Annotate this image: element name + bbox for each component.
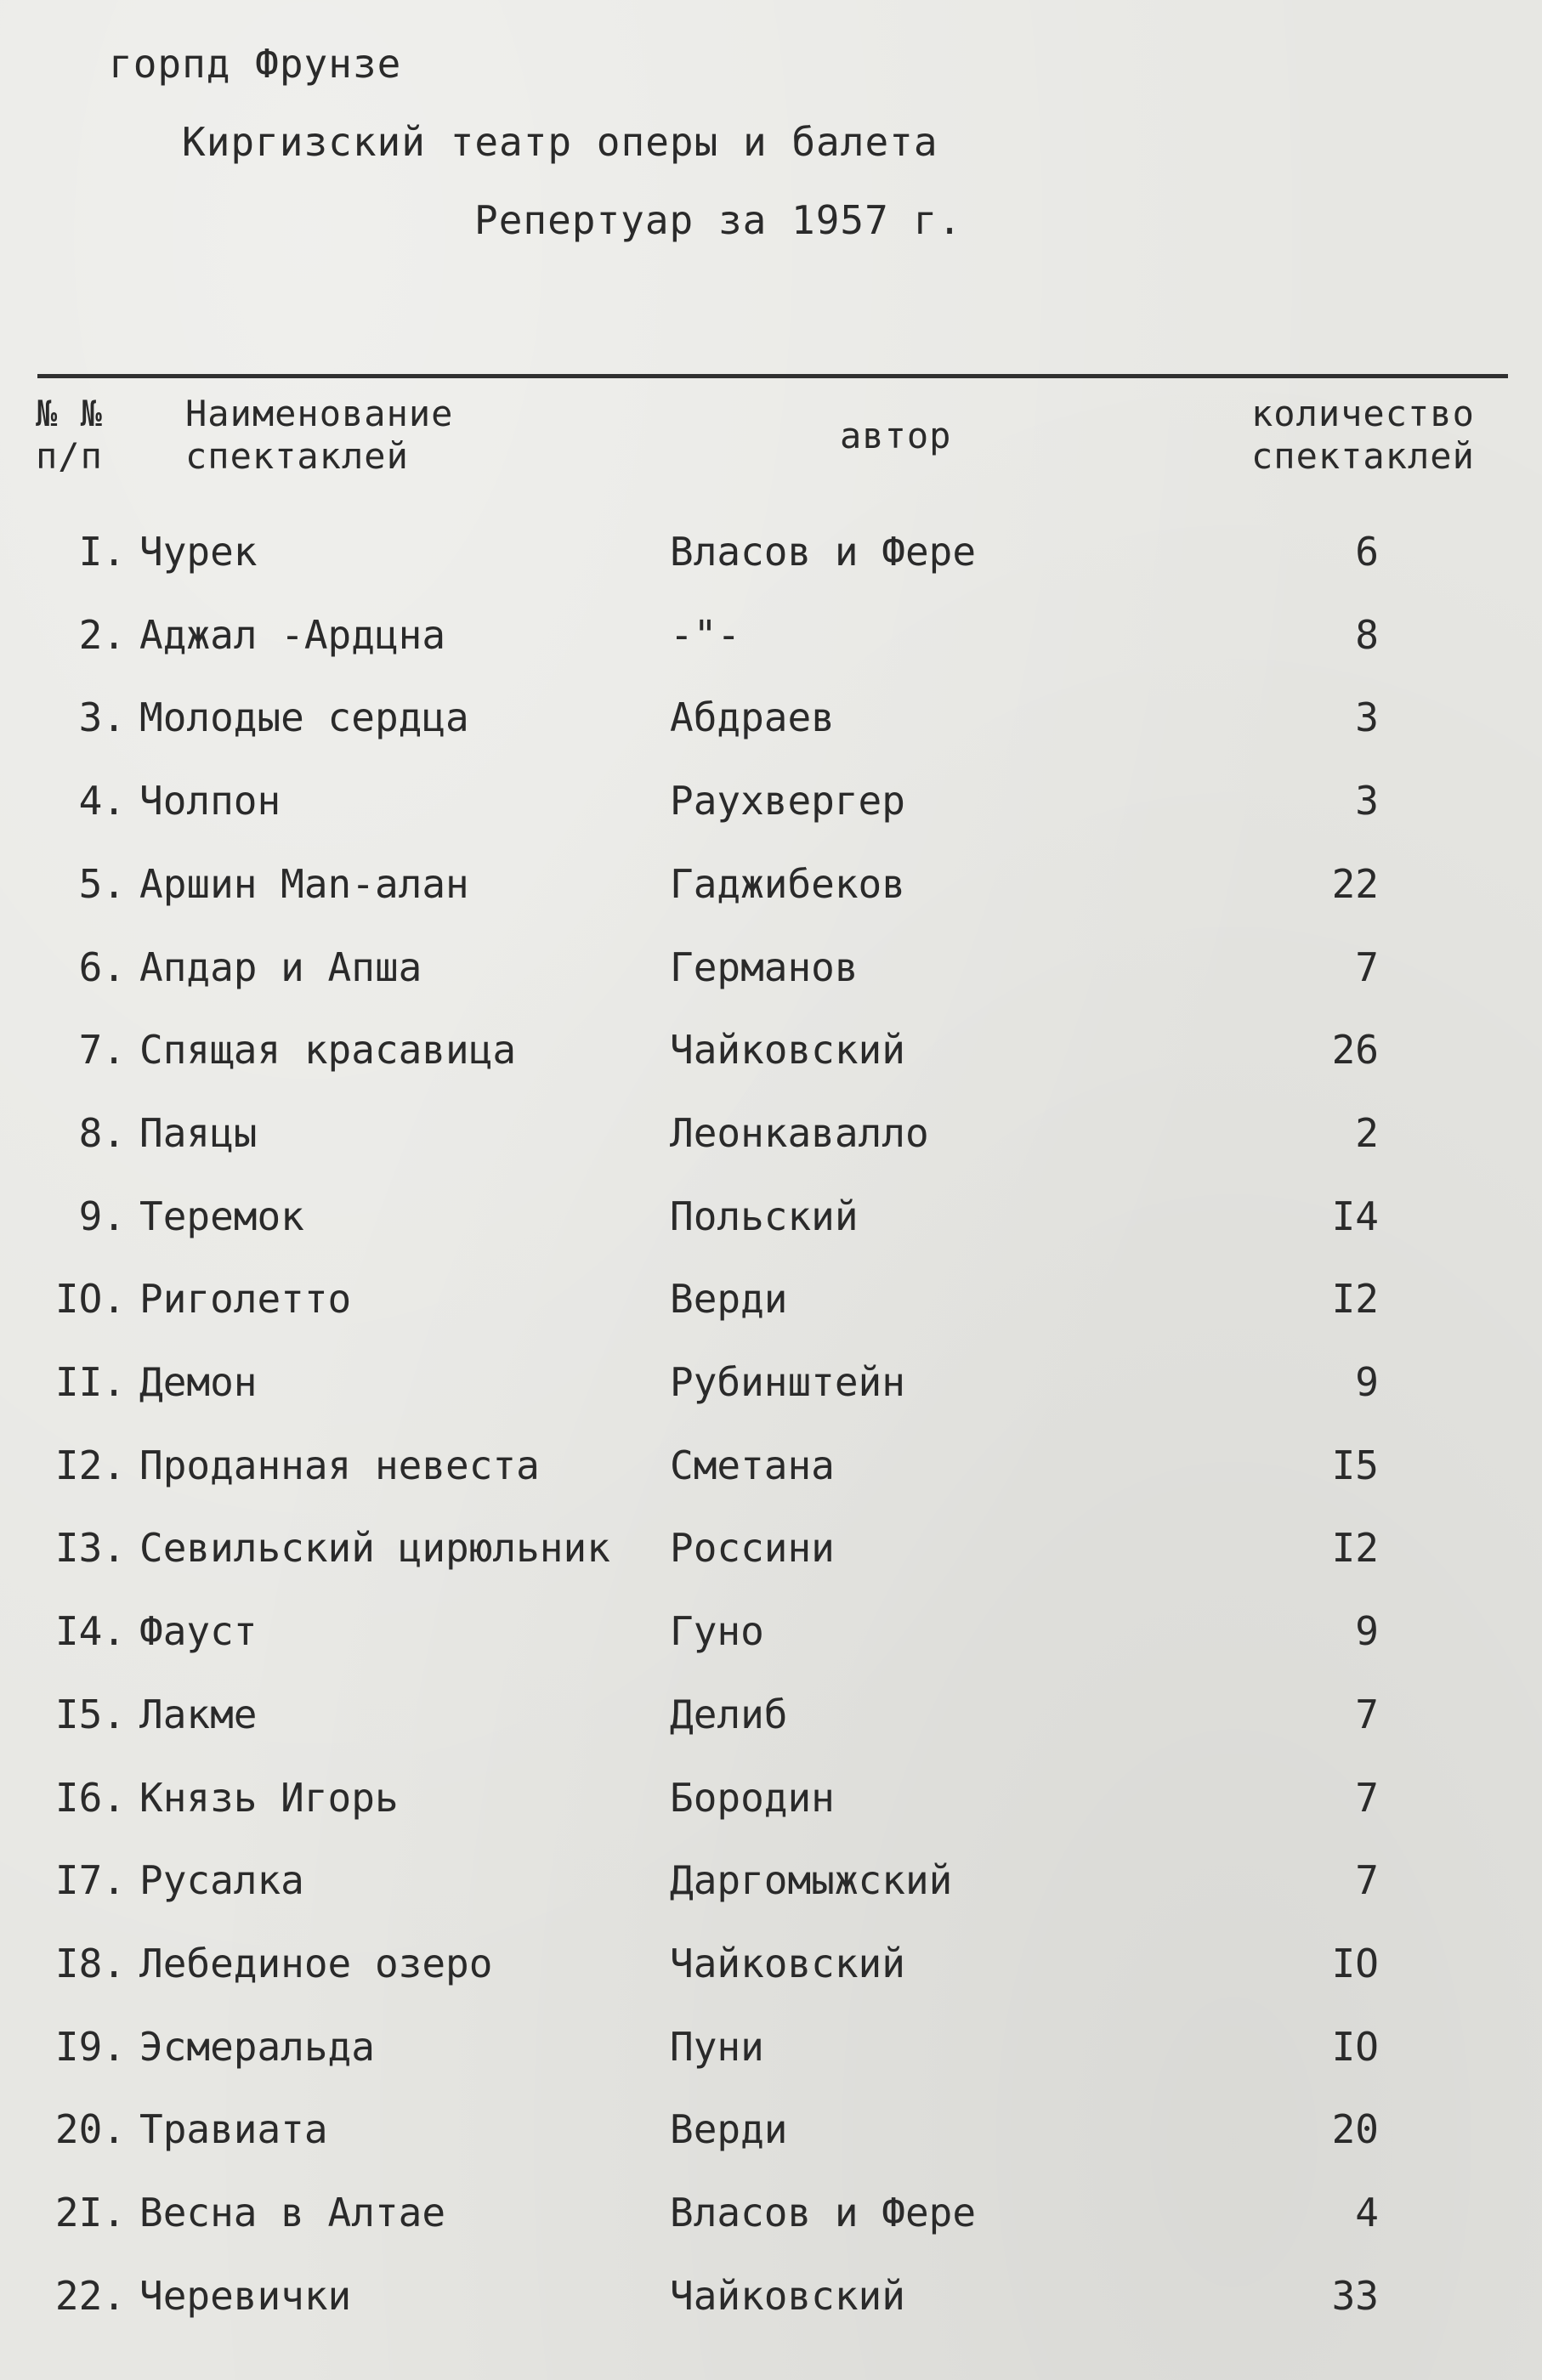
- performance-title: Паяцы: [139, 1109, 258, 1156]
- column-header-count-line2: спектаклей: [1251, 435, 1475, 477]
- performance-count: 7: [1355, 1857, 1379, 1904]
- performance-title: Чурек: [139, 529, 258, 575]
- row-number: I5.: [54, 1691, 126, 1737]
- row-number: 7.: [78, 1027, 126, 1074]
- column-header-number-line2: п/п: [36, 435, 103, 477]
- table-row: [0, 1276, 1542, 1357]
- table-row: [0, 1027, 1542, 1108]
- performance-title: Князь Игорь: [139, 1774, 399, 1821]
- table-row: [0, 1692, 1542, 1773]
- theater-name: Киргизский театр оперы и балета: [182, 119, 938, 165]
- performance-author: Верди: [670, 1276, 788, 1323]
- performance-author: Россини: [670, 1525, 835, 1572]
- performance-title: Фауст: [139, 1608, 258, 1655]
- performance-count: 2: [1355, 1109, 1379, 1156]
- performance-author: Даргомыжский: [670, 1857, 953, 1904]
- performance-author: Бородин: [670, 1774, 835, 1821]
- row-number: 6.: [78, 944, 126, 990]
- column-header-name-line2: спектаклей: [185, 435, 409, 477]
- row-number: I8.: [54, 1940, 126, 1986]
- table-row: [0, 1442, 1542, 1524]
- column-header-name: [185, 393, 453, 478]
- performance-count: 9: [1355, 1359, 1379, 1405]
- performance-count: 20: [1331, 2106, 1379, 2153]
- column-header-number-line1: № №: [36, 393, 103, 434]
- performance-title: Проданная невеста: [139, 1442, 540, 1488]
- row-number: IO.: [54, 1276, 126, 1323]
- performance-count: 3: [1355, 778, 1379, 824]
- performance-author: Чайковский: [670, 1940, 905, 1986]
- table-row: [0, 2190, 1542, 2271]
- performance-author: Делиб: [670, 1691, 788, 1737]
- performance-title: Севильский цирюльник: [139, 1525, 610, 1572]
- performance-count: 7: [1355, 944, 1379, 990]
- table-row: [0, 1525, 1542, 1606]
- row-number: I9.: [54, 2023, 126, 2070]
- performance-title: Эсмеральда: [139, 2023, 375, 2070]
- performance-title: Черевички: [139, 2272, 352, 2319]
- table-row: [0, 529, 1542, 610]
- table-row: [0, 2106, 1542, 2188]
- column-header-author: автор: [840, 415, 952, 456]
- performance-count: I5: [1331, 1442, 1379, 1488]
- performance-count: 7: [1355, 1774, 1379, 1821]
- performance-title: Демон: [139, 1359, 258, 1405]
- performance-count: 26: [1331, 1027, 1379, 1074]
- table-row: [0, 1193, 1542, 1275]
- column-header-count-line1: количество: [1251, 393, 1475, 434]
- row-number: II.: [54, 1359, 126, 1405]
- performance-count: I4: [1331, 1193, 1379, 1239]
- performance-count: 8: [1355, 611, 1379, 658]
- table-row: [0, 1608, 1542, 1690]
- performance-author: Чайковский: [670, 2272, 905, 2319]
- row-number: I7.: [54, 1857, 126, 1904]
- performance-author: -"-: [670, 611, 741, 658]
- city-heading: горпд Фрунзе: [109, 41, 402, 87]
- performance-title: Апдар и Апша: [139, 944, 422, 990]
- table-row: [0, 612, 1542, 694]
- repertoire-title: Репертуар за 1957 г.: [474, 197, 962, 243]
- row-number: 20.: [54, 2106, 126, 2153]
- row-number: 2.: [78, 611, 126, 658]
- performance-author: Раухвергер: [670, 778, 905, 824]
- table-row: [0, 778, 1542, 859]
- table-row: [0, 944, 1542, 1026]
- performance-count: 4: [1355, 2190, 1379, 2236]
- performance-title: Спящая красавица: [139, 1027, 517, 1074]
- row-number: I3.: [54, 1525, 126, 1572]
- header-rule: [37, 374, 1508, 378]
- performance-title: Молодые сердца: [139, 694, 469, 741]
- performance-author: Власов и Фере: [670, 529, 977, 575]
- performance-title: Теремок: [139, 1193, 304, 1239]
- performance-author: Гуно: [670, 1608, 764, 1655]
- row-number: 5.: [78, 860, 126, 907]
- performance-count: I2: [1331, 1276, 1379, 1323]
- performance-title: Аршин Маn-алан: [139, 860, 469, 907]
- table-row: [0, 1110, 1542, 1192]
- performance-author: Абдраев: [670, 694, 835, 741]
- performance-author: Пуни: [670, 2023, 764, 2070]
- performance-count: 22: [1331, 860, 1379, 907]
- performance-author: Гаджибеков: [670, 860, 905, 907]
- performance-title: Чолпон: [139, 778, 281, 824]
- row-number: 22.: [54, 2272, 126, 2319]
- column-header-name-line1: Наименование: [185, 393, 454, 434]
- performance-author: Германов: [670, 944, 859, 990]
- performance-title: Лакме: [139, 1691, 258, 1737]
- row-number: 3.: [78, 694, 126, 741]
- row-number: 9.: [78, 1193, 126, 1239]
- performance-count: IO: [1331, 2023, 1379, 2070]
- row-number: I2.: [54, 1442, 126, 1488]
- performance-author: Леонкавалло: [670, 1109, 929, 1156]
- performance-title: Лебединое озеро: [139, 1940, 493, 1986]
- row-number: 8.: [78, 1109, 126, 1156]
- performance-author: Польский: [670, 1193, 859, 1239]
- table-row: [0, 861, 1542, 943]
- performance-author: Власов и Фере: [670, 2190, 977, 2236]
- performance-title: Аджал -Ардцна: [139, 611, 446, 658]
- column-header-number: [36, 393, 103, 478]
- table-row: [0, 2273, 1542, 2354]
- row-number: I4.: [54, 1608, 126, 1655]
- column-header-count: [1251, 393, 1475, 478]
- row-number: I6.: [54, 1774, 126, 1821]
- performance-count: IO: [1331, 1940, 1379, 1986]
- row-number: I.: [78, 529, 126, 575]
- table-row: [0, 1941, 1542, 2022]
- performance-author: Верди: [670, 2106, 788, 2153]
- performance-author: Сметана: [670, 1442, 835, 1488]
- performance-count: 7: [1355, 1691, 1379, 1737]
- table-row: [0, 2024, 1542, 2105]
- row-number: 4.: [78, 778, 126, 824]
- performance-count: 6: [1355, 529, 1379, 575]
- performance-title: Весна в Алтае: [139, 2190, 446, 2236]
- performance-count: 3: [1355, 694, 1379, 741]
- performance-count: I2: [1331, 1525, 1379, 1572]
- performance-count: 33: [1331, 2272, 1379, 2319]
- table-row: [0, 694, 1542, 776]
- performance-title: Риголетто: [139, 1276, 352, 1323]
- performance-author: Чайковский: [670, 1027, 905, 1074]
- performance-author: Рубинштейн: [670, 1359, 905, 1405]
- table-row: [0, 1359, 1542, 1441]
- performance-title: Травиата: [139, 2106, 328, 2153]
- performance-count: 9: [1355, 1608, 1379, 1655]
- performance-title: Русалка: [139, 1857, 304, 1904]
- table-row: [0, 1775, 1542, 1856]
- table-row: [0, 1857, 1542, 1939]
- row-number: 2I.: [54, 2190, 126, 2236]
